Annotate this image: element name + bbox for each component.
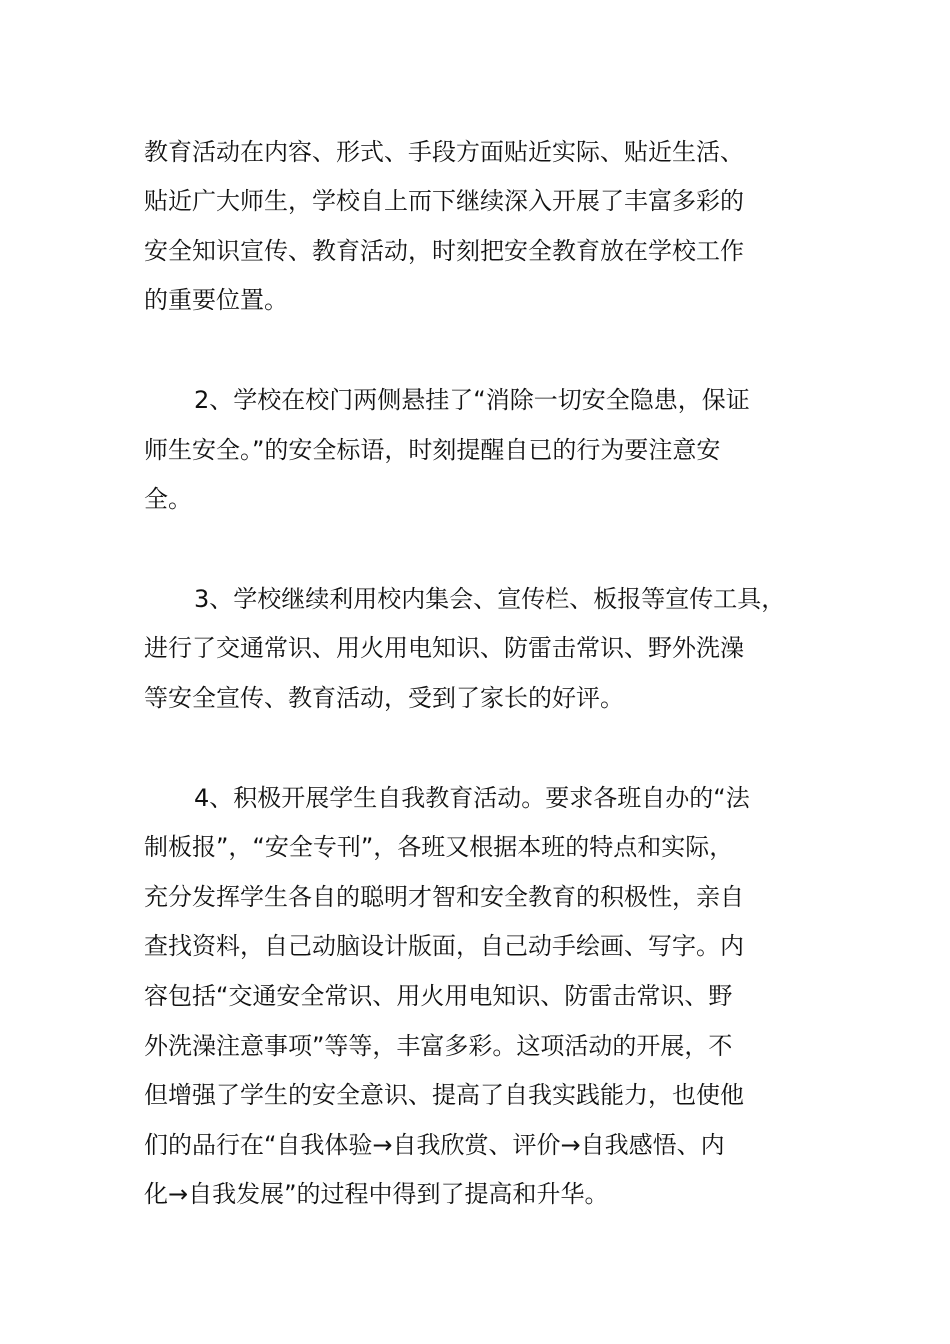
paragraph-line: 全。 <box>144 485 192 513</box>
paragraph-line: 容包括“交通安全常识、用火用电知识、防雷击常识、野 <box>144 982 733 1010</box>
paragraph-line: 充分发挥学生各自的聪明才智和安全教育的积极性，亲自 <box>144 883 744 911</box>
paragraph-line: 师生安全。”的安全标语，时刻提醒自已的行为要注意安 <box>144 436 721 464</box>
paragraph-line: 4、积极开展学生自我教育活动。要求各班自办的“法 <box>194 784 750 812</box>
paragraph-line: 外洗澡注意事项”等等，丰富多彩。这项活动的开展，不 <box>144 1032 733 1060</box>
paragraph-line: 查找资料，自己动脑设计版面，自己动手绘画、写字。内 <box>144 932 744 960</box>
paragraph-line: 3、学校继续利用校内集会、宣传栏、板报等宣传工具， <box>194 585 786 613</box>
paragraph-line: 化→自我发展”的过程中得到了提高和升华。 <box>144 1180 609 1208</box>
paragraph-line: 贴近广大师生，学校自上而下继续深入开展了丰富多彩的 <box>144 187 744 215</box>
paragraph-line: 教育活动在内容、形式、手段方面贴近实际、贴近生活、 <box>144 138 744 166</box>
paragraph-line: 安全知识宣传、教育活动，时刻把安全教育放在学校工作 <box>144 237 744 265</box>
paragraph-line: 们的品行在“自我体验→自我欣赏、评价→自我感悟、内 <box>144 1131 725 1159</box>
paragraph-line: 等安全宣传、教育活动，受到了家长的好评。 <box>144 684 624 712</box>
paragraph-line: 制板报”，“安全专刊”，各班又根据本班的特点和实际， <box>144 833 734 861</box>
paragraph-line: 2、学校在校门两侧悬挂了“消除一切安全隐患，保证 <box>194 386 750 414</box>
paragraph-line: 但增强了学生的安全意识、提高了自我实践能力，也使他 <box>144 1081 744 1109</box>
paragraph-line: 的重要位置。 <box>144 286 288 314</box>
paragraph-line: 进行了交通常识、用火用电知识、防雷击常识、野外洗澡 <box>144 634 744 662</box>
